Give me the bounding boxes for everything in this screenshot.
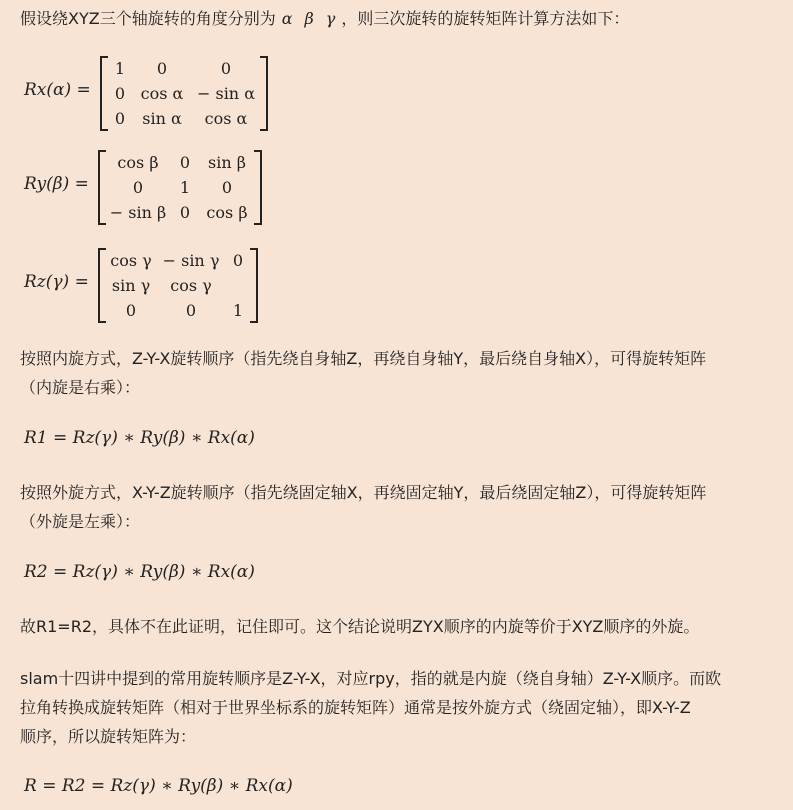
- rz-cell: 0: [185, 301, 197, 320]
- rz-cell: 0: [232, 251, 244, 270]
- slam-formula: R = R2 = Rz(γ) ∗ Ry(β) ∗ Rx(α): [24, 776, 293, 796]
- slam-line-1: slam十四讲中提到的常用旋转顺序是Z-Y-X，对应rpy，指的就是内旋（绕自身轴）Z-Y-X顺序。而欧: [20, 669, 722, 688]
- intro-paragraph: [20, 4, 780, 33]
- conclusion-paragraph: 故R1=R2，具体不在此证明，记住即可。这个结论说明ZYX顺序的内旋等价于XYZ顺序的外旋。: [20, 617, 700, 636]
- rx-cell: cos α: [204, 109, 248, 128]
- extrinsic-paragraph: [20, 478, 780, 536]
- extrinsic-formula: R2 = Rz(γ) ∗ Ry(β) ∗ Rx(α): [24, 562, 255, 582]
- extrinsic-line-2: （外旋是左乘）：: [20, 512, 141, 531]
- gamma-symbol: γ: [325, 9, 336, 28]
- rz-matrix: [98, 248, 258, 323]
- intro-text-before: 假设绕XYZ三个轴旋转的角度分别为: [20, 9, 276, 28]
- ry-cell: sin β: [208, 153, 246, 172]
- slam-line-3: 顺序，所以旋转矩阵为：: [20, 727, 197, 746]
- rx-cell: 1: [114, 59, 126, 78]
- rx-cell: − sin α: [196, 84, 255, 103]
- rz-cell: [226, 273, 250, 298]
- rx-cell: 0: [114, 84, 126, 103]
- rx-cell: 0: [114, 109, 126, 128]
- extrinsic-line-1: 按照外旋方式，X-Y-Z旋转顺序（指先绕固定轴X，再绕固定轴Y，最后绕固定轴Z），可得旋转矩阵: [20, 483, 707, 502]
- rz-cell: 0: [125, 301, 137, 320]
- rx-cell: sin α: [142, 109, 182, 128]
- rz-lhs: Rz(γ) =: [24, 272, 89, 292]
- intrinsic-line-1: 按照内旋方式，Z-Y-X旋转顺序（指先绕自身轴Z，再绕自身轴Y，最后绕自身轴X），可得旋转矩阵: [20, 349, 707, 368]
- ry-cell: cos β: [117, 153, 159, 172]
- ry-matrix: [98, 150, 262, 225]
- rz-cell: 1: [232, 301, 244, 320]
- slam-line-2: 拉角转换成旋转矩阵（相对于世界坐标系的旋转矩阵）通常是按外旋方式（绕固定轴），即X-Y-Z: [20, 698, 691, 717]
- rz-cell: cos γ: [170, 276, 212, 295]
- alpha-symbol: α: [281, 9, 293, 28]
- rx-matrix: [100, 56, 268, 131]
- ry-cell: − sin β: [109, 203, 167, 222]
- intrinsic-line-2: （内旋是右乘）：: [20, 378, 141, 397]
- ry-cell: 0: [221, 178, 233, 197]
- rx-cell: cos α: [140, 84, 184, 103]
- slam-paragraph: [20, 664, 780, 751]
- beta-symbol: β: [304, 9, 314, 28]
- ry-cell: 1: [179, 178, 191, 197]
- intro-text-after: ，则三次旋转的旋转矩阵计算方法如下：: [341, 9, 630, 28]
- ry-cell: cos β: [206, 203, 248, 222]
- rx-cell: 0: [156, 59, 168, 78]
- rx-lhs: Rx(α) =: [24, 80, 91, 100]
- ry-cell: 0: [179, 153, 191, 172]
- rz-cell: sin γ: [111, 276, 151, 295]
- rz-cell: cos γ: [110, 251, 152, 270]
- ry-cell: 0: [132, 178, 144, 197]
- ry-lhs: Ry(β) =: [24, 174, 89, 194]
- rz-cell: − sin γ: [162, 251, 220, 270]
- rx-cell: 0: [220, 59, 232, 78]
- intrinsic-paragraph: [20, 344, 780, 402]
- intrinsic-formula: R1 = Rz(γ) ∗ Ry(β) ∗ Rx(α): [24, 428, 255, 448]
- ry-cell: 0: [179, 203, 191, 222]
